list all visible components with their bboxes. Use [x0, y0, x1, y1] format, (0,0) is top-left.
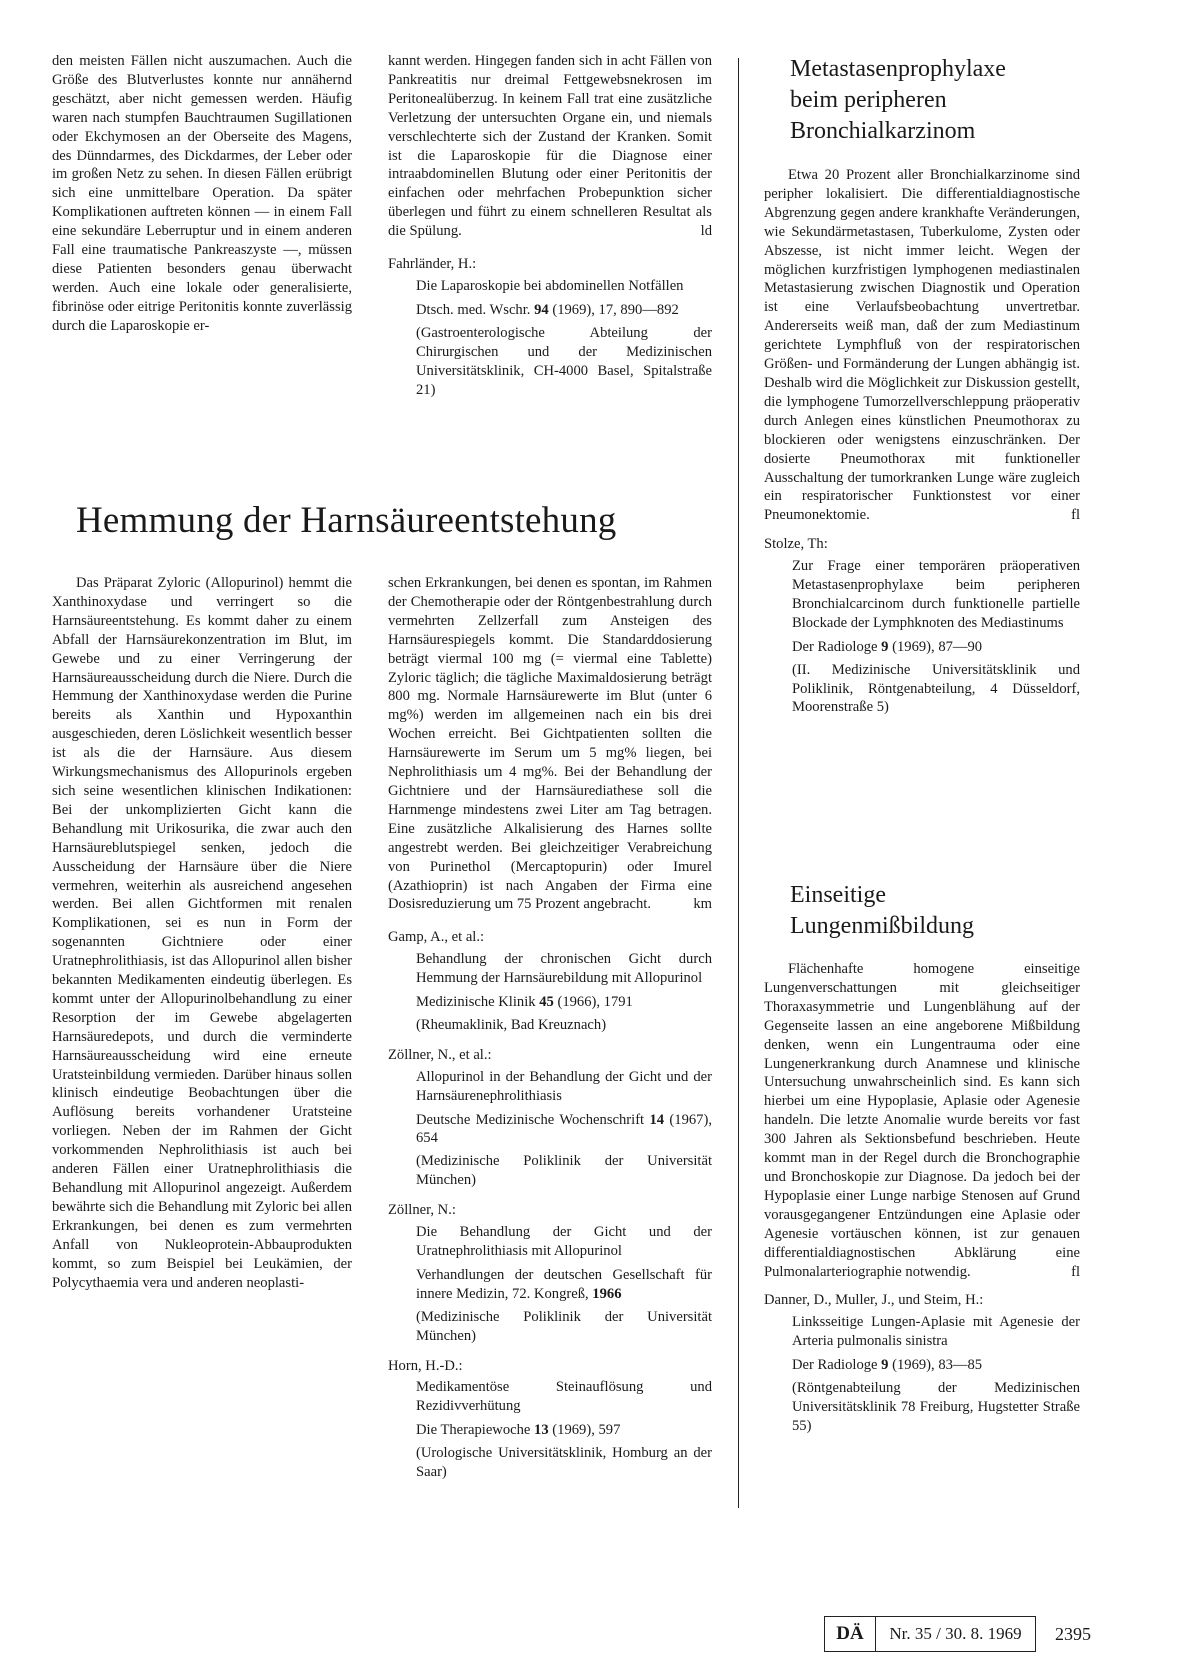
- col2-top-paragraph: [388, 52, 712, 241]
- author-sign: fl: [1071, 507, 1080, 524]
- reference: [388, 1357, 712, 1482]
- ref-author: Horn, H.-D.:: [388, 1357, 463, 1374]
- ref-journal: Verhandlungen der deutschen Gesellschaft für innere Medizin, 72. Kongreß, 1966: [416, 1266, 712, 1302]
- journal-footer-box: [824, 1616, 1036, 1652]
- ref-author: Stolze, Th:: [764, 536, 828, 553]
- ref-title: Zur Frage einer temporären präoperativen Metastasenprophylaxe beim peripheren Bronchialcarcinom durch funktionelle partielle Blockade der Lymphknoten des Mediastinums: [792, 558, 1080, 631]
- ref-address: (Medizinische Poliklinik der Universität München): [416, 1153, 712, 1189]
- reference: [388, 255, 712, 399]
- right1-paragraph: [764, 166, 1080, 525]
- author-sign: ld: [700, 223, 712, 240]
- column-rule: [738, 58, 739, 1508]
- right2-text: [764, 960, 1080, 1436]
- main-col2-paragraph: [388, 574, 712, 914]
- page-number: 2395: [1055, 1624, 1091, 1644]
- ref-address: (Medizinische Poliklinik der Universität München): [416, 1308, 712, 1344]
- ref-author: Zöllner, N., et al.:: [388, 1046, 492, 1063]
- reference: [764, 1291, 1080, 1435]
- right2-paragraph: [764, 960, 1080, 1281]
- article-title: Hemmung der Harnsäureentstehung: [76, 500, 617, 541]
- ref-title: Die Behandlung der Gicht und der Uratnephrolithiasis mit Allopurinol: [416, 1224, 712, 1259]
- ref-journal: Dtsch. med. Wschr. 94 (1969), 17, 890—892: [416, 301, 679, 318]
- main-col2-body: schen Erkrankungen, bei denen es spontan, im Rahmen der Chemotherapie oder der Röntgenbestrahlung durch vermehrten Zellzerfall zum Ansteigen des Harnsäurespiegels kommt. Die Standarddosierung beträgt viermal 100 mg (= viermal eine Tablette) Zyloric täglich; die tägliche Maximaldosierung beträgt 800 mg. Normale Harnsäurewerte im Blut (unter 6 mg%) werden im allgemeinen nach ein bis drei Wochen erreicht. Bei Gichtpatienten sollten die Harnsäurewerte im Serum um 5 mg% liegen, bei Nephrolithiasis um 4 mg%. Bei der Behandlung der Gichtniere und der Harnsäurediathese soll die Harnmenge mindestens zwei Liter am Tag betragen. Eine zusätzliche Alkalisierung des Harnes sollte angestrebt werden. Bei gleichzeitiger Verabreichung von Purinethol (Mercaptopurin) oder Imurel (Azathioprin) ist nach Angaben der Firma eine Dosisreduzierung um 75 Prozent angebracht.: [388, 575, 712, 913]
- author-sign: km: [693, 896, 712, 913]
- right1-title: Metastasenprophylaxe beim peripheren Bronchialkarzinom: [790, 56, 1006, 144]
- ref-address: (Gastroenterologische Abteilung der Chirurgischen und der Medizinischen Universitätsklinik, CH-4000 Basel, Spitalstraße 21): [416, 324, 712, 398]
- reference: [388, 928, 712, 1035]
- ref-address: (Rheumaklinik, Bad Kreuznach): [416, 1016, 607, 1033]
- ref-author: Danner, D., Muller, J., und Steim, H.:: [764, 1292, 984, 1309]
- ref-journal: Der Radiologe 9 (1969), 83—85: [792, 1357, 983, 1374]
- reference: [388, 1201, 712, 1345]
- ref-address: (Röntgenabteilung der Medizinischen Universitätsklinik 78 Freiburg, Hugstetter Straße 55): [792, 1380, 1080, 1434]
- author-sign: fl: [1071, 1263, 1080, 1280]
- reference: [388, 1046, 712, 1190]
- journal-logo: DÄ: [825, 1617, 876, 1651]
- ref-author: Gamp, A., et al.:: [388, 929, 485, 946]
- right-article-2: [790, 880, 1080, 942]
- ref-journal: Deutsche Medizinische Wochenschrift 14 (1967), 654: [416, 1111, 712, 1147]
- col2-top-text: [388, 52, 712, 399]
- right1-text: [764, 166, 1080, 717]
- ref-title: Behandlung der chronischen Gicht durch Hemmung der Harnsäurebildung mit Allopurinol: [416, 951, 712, 987]
- reference: [764, 535, 1080, 717]
- ref-journal: Medizinische Klinik 45 (1966), 1791: [416, 994, 633, 1011]
- issue-number: Nr. 35 / 30. 8. 1969: [889, 1624, 1022, 1643]
- main-col1-text: [52, 574, 352, 1292]
- ref-address: (II. Medizinische Universitätsklinik und Poliklinik, Röntgenabteilung, 4 Düsseldorf, Moorenstraße 5): [792, 661, 1080, 716]
- right2-body: Flächenhafte homogene einseitige Lungenverschattungen mit gleichseitiger Thoraxasymmetrie und Lungenblähung auf der Gegenseite lassen an eine angeborene Mißbildung denken, wenn ein Lungentrauma oder eine Lungenerkrankung durch Anamnese und klinische Untersuchung unwahrscheinlich sind. Es kann sich hierbei um eine Hypoplasie, Aplasie oder Agenesie handeln. Die letzte Anomalie wurde bereits vor fast 300 Jahren als Sektionsbefund beschrieben. Heute kommt man in der Regel durch die Bronchographie und Bronchoskopie zur Diagnose. Da jedoch bei der Hypoplasie einer Lunge narbige Stenosen auf Grund vorausgegangener Entzündungen eine Aplasie oder Agenesie vortäuschen können, ist zur genauen differentialdiagnostischen Abklärung eine Pulmonalarteriographie notwendig.: [764, 961, 1080, 1280]
- main-col1-paragraph: Das Präparat Zyloric (Allopurinol) hemmt die Xanthinoxydase und verringert so die Harnsäureentstehung. Es kommt daher zu einem Abfall der Harnsäurekonzentration im Blut, im Gewebe und zu einer Verringerung der Harnsäureausscheidung durch die Niere. Durch die Hemmung der Xanthinoxydase werden die Purine bereits als Xanthin und Hypoxanthin ausgeschieden, deren Löslichkeit wesentlich besser ist als die der Harnsäure. Aus diesem Wirkungsmechanismus des Allopurinols ergeben sich seine wesentlichen klinischen Indikationen: Bei der unkomplizierten Gicht kann die Behandlung mit Urikosurika, die zwar auch den Harnsäureblutspiegel senken, jedoch die Ausscheidung der Harnsäure über die Niere vermehren, weiterhin als ausreichend angesehen werden. Bei allen Gichtformen mit renalen Komplikationen, sei es nun in Form der sogenannten Gichtniere oder einer Uratnephrolithiasis, ist das Allopurinol allen bisher bekannten Medikamenten eindeutig überlegen. Es kommt unter der Allopurinolbehandlung zu einer Resorption der im Gewebe abgelagerten Harnsäuredepots, und durch die verminderte Harnsäureausscheidung wird eine erneute Uratsteinbildung vermieden. Darüber hinaus sollen klinisch eindeutige Beobachtungen über die Auflösung bereits vorhandener Uratsteine vorliegen. Neben der im Rahmen der Gicht vorkommenden Nephrolithiasis ist auch bei anderen Fällen einer Uratnephrolithiasis die Behandlung mit Allopurinol angezeigt. Außerdem bewährte sich die Behandlung mit Zyloric bei allen Erkrankungen, bei denen es zum vermehrten Anfall von Nukleoprotein-Abbauprodukten kommt, so zum Beispiel bei Leukämien, der Polycythaemia vera und anderen neoplasti-: [52, 575, 352, 1291]
- ref-journal: Die Therapiewoche 13 (1969), 597: [416, 1422, 621, 1439]
- ref-author: Zöllner, N.:: [388, 1202, 456, 1219]
- right1-body: Etwa 20 Prozent aller Bronchialkarzinome sind peripher lokalisiert. Die differentialdiagnostische Abgrenzung gegen andere krankhafte Veränderungen, wie Sekundärmetastasen, Tuberkulome, Zysten oder Abszesse, ist nicht immer leicht. Wegen der möglichen kurzfristigen lymphogenen mediastinalen Metastasierung zwischen Diagnostik und Operation ist eine Verlaufsbeobachtung unvertretbar. Andererseits weiß man, daß der zum Mediastinum gerichtete Lymphfluß von der respiratorischen Größen- und Formänderung der Lungen abhängig ist. Deshalb wird die Möglichkeit zur Diskussion gestellt, die lymphogene Tumorzellverschleppung präoperativ durch Anlegen eines künstlichen Pneumothorax zu blockieren oder wenigstens einzuschränken. Der dosierte Pneumothorax mit funktioneller Ausschaltung der tumorkranken Lunge wäre zugleich ein respiratorischer Funktionstest vor einer Pneumonektomie.: [764, 167, 1080, 524]
- ref-title: Linksseitige Lungen-Aplasie mit Agenesie der Arteria pulmonalis sinistra: [792, 1314, 1080, 1350]
- ref-address: (Urologische Universitätsklinik, Homburg an der Saar): [416, 1445, 712, 1481]
- right-article-1: [790, 54, 1080, 147]
- ref-author: Fahrländer, H.:: [388, 256, 477, 273]
- ref-title: Medikamentöse Steinauflösung und Rezidivverhütung: [416, 1379, 712, 1415]
- right2-title: Einseitige Lungenmißbildung: [790, 882, 974, 939]
- col1-top-text: [52, 52, 352, 336]
- main-col2-text: [388, 574, 712, 1482]
- col1-top-paragraph: den meisten Fällen nicht auszumachen. Auch die Größe des Blutverlustes konnte nur annähernd geschätzt, aber nicht gemessen werden. Häufig waren nach stumpfen Bauchtraumen Sugillationen oder Ekchymosen an der Oberseite des Magens, des Dünndarmes, des Dickdarmes, der Leber oder im großen Netz zu sehen. In diesen Fällen erübrigt sich eine unmittelbare Operation. Da später Komplikationen auftreten können — in einem Fall eine sekundäre Leberruptur und in einem anderen Fall eine traumatische Pankreaszyste —, müssen diese Patienten besonders genau überwacht werden. Auch eine lokale oder generalisierte, fibrinöse oder eitrige Peritonitis konnte zuverlässig durch die Laparoskopie er-: [52, 53, 352, 334]
- ref-title: Die Laparoskopie bei abdominellen Notfällen: [416, 277, 684, 294]
- ref-journal: Der Radiologe 9 (1969), 87—90: [792, 638, 983, 655]
- ref-title: Allopurinol in der Behandlung der Gicht und der Harnsäurenephrolithiasis: [416, 1068, 712, 1104]
- col2-top-body: kannt werden. Hingegen fanden sich in acht Fällen von Pankreatitis nur dreimal Fettgewebsnekrosen im Peritonealüberzug. In keinem Fall trat eine zusätzliche Verletzung der untersuchten Organe ein, und niemals verschlechterte sich der Zustand der Kranken. Somit ist die Laparoskopie für die Diagnose einer intraabdominellen Blutung oder einer Peritonitis der einfachen oder mehrfachen Probepunktion sicher überlegen und führt zu einem schnelleren Resultat als die Spülung.: [388, 53, 712, 240]
